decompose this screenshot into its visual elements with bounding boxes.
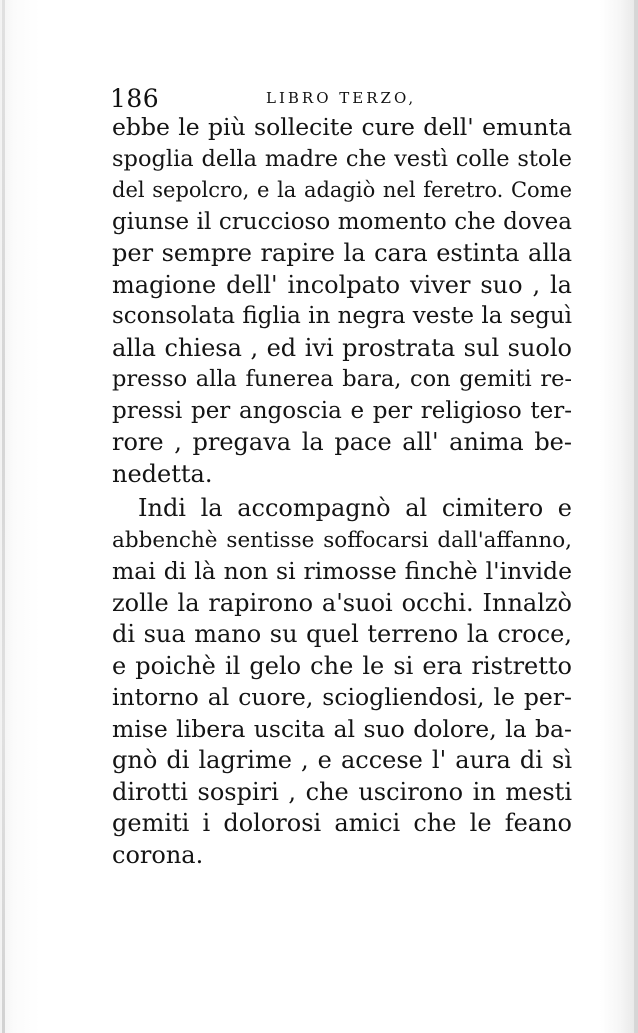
text-line: zolle la rapirono a'suoi occhi. Innalzò xyxy=(112,588,572,617)
page-header xyxy=(110,84,580,114)
running-head: LIBRO TERZO, xyxy=(266,89,417,107)
text-line: presso alla funerea bara, con gemiti re- xyxy=(112,366,572,392)
text-line: e poichè il gelo che le si era ristretto xyxy=(112,651,572,680)
text-line: giunse il cruccioso momento che dovea xyxy=(112,208,572,235)
text-line: mise libera uscita al suo dolore, la ba- xyxy=(112,714,572,743)
paragraph xyxy=(112,493,572,871)
text-line: gemiti i dolorosi amici che le feano xyxy=(112,809,572,837)
text-line: spoglia della madre che vestì colle stole xyxy=(112,145,572,172)
text-line: mai di là non si rimosse finchè l'invide xyxy=(112,557,572,585)
paragraph xyxy=(112,112,572,490)
text-line: alla chiesa , ed ivi prostrata sul suolo xyxy=(112,333,572,362)
page-gutter-shadow xyxy=(2,0,5,1033)
text-line: nedetta. xyxy=(112,459,213,488)
text-line: Indi la accompagnò al cimitero e xyxy=(138,494,572,522)
text-line: dirotti sospiri , che uscirono in mesti xyxy=(112,777,572,806)
text-line: corona. xyxy=(112,840,204,869)
text-line: ebbe le più sollecite cure dell' emunta xyxy=(112,113,572,141)
text-line: magione dell' incolpato viver suo , la xyxy=(112,270,572,299)
text-line: gnò di lagrime , e accese l' aura di sì xyxy=(112,746,572,774)
text-line: pressi per angoscia e per religioso ter- xyxy=(112,397,572,424)
text-line: rore , pregava la pace all' anima be- xyxy=(112,428,572,456)
text-line: sconsolata figlia in negra veste la seguì xyxy=(112,303,573,329)
text-line: per sempre rapire la cara estinta alla xyxy=(112,239,572,267)
text-line: abbenchè sentisse soffocarsi dall'affanno, xyxy=(112,527,572,553)
page-edge xyxy=(634,0,638,1033)
text-line: del sepolcro, e la adagiò nel feretro. Come xyxy=(112,178,572,202)
page-number: 186 xyxy=(110,84,160,113)
text-line: di sua mano su quel terreno la croce, xyxy=(112,620,572,648)
body-text xyxy=(112,112,572,871)
text-line: intorno al cuore, sciogliendosi, le per- xyxy=(112,683,572,711)
